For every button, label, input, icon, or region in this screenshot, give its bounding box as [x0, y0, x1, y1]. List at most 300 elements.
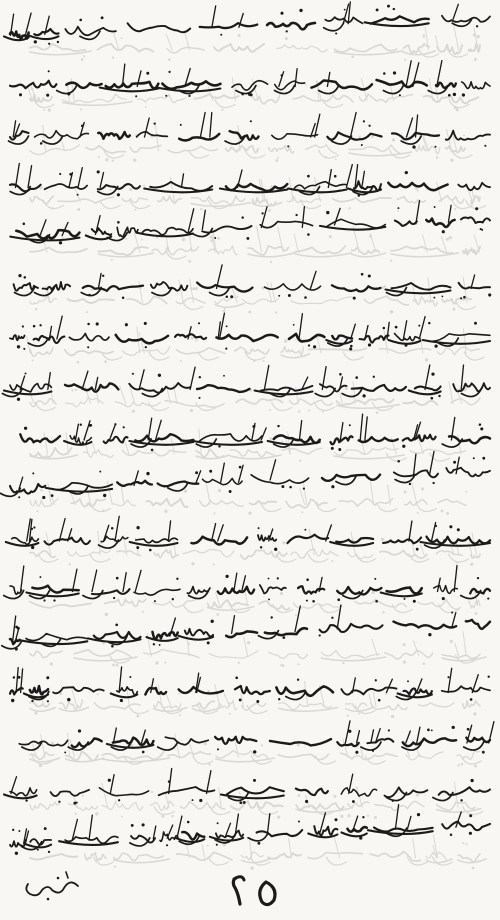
ligature-stroke: [270, 739, 331, 745]
diacritic-dot: [416, 548, 419, 551]
diacritic-dot: [319, 634, 321, 636]
diacritic-dot: [304, 529, 306, 531]
ascender-stroke: [221, 463, 225, 482]
diacritic-dot: [25, 799, 27, 801]
ligature-stroke: [10, 788, 37, 796]
kashida-stroke: [130, 542, 178, 546]
diacritic-dot: [349, 347, 352, 350]
diacritic-dot: [76, 802, 78, 804]
ascender-stroke: [299, 421, 301, 440]
kashida-stroke: [342, 833, 367, 837]
diacritic-dot: [59, 241, 62, 244]
text-line-12: [4, 566, 490, 603]
ligature-stroke: [232, 81, 268, 90]
diacritic-dot: [334, 175, 337, 178]
diacritic-dot: [358, 194, 360, 196]
ligature-stroke: [392, 283, 451, 290]
ligature-stroke: [227, 787, 284, 794]
diacritic-dot: [198, 322, 200, 324]
diacritic-dot: [252, 425, 255, 428]
diacritic-dot: [417, 813, 420, 816]
ascender-stroke: [95, 377, 97, 389]
ascender-stroke: [406, 61, 411, 87]
diacritic-dot: [115, 623, 118, 626]
ascender-stroke: [371, 730, 374, 743]
ligature-stroke: [65, 27, 116, 36]
ascender-stroke: [270, 460, 276, 480]
diacritic-dot: [268, 578, 270, 580]
ligature-stroke: [10, 335, 25, 340]
ligature-stroke: [99, 788, 148, 796]
ligature-stroke: [19, 740, 67, 745]
ligature-stroke: [294, 182, 347, 189]
ascender-stroke: [210, 113, 212, 138]
diacritic-dot: [168, 780, 171, 783]
diacritic-dot: [487, 598, 489, 600]
diacritic-dot: [87, 346, 89, 348]
diacritic-dot: [375, 679, 377, 681]
ascender-stroke: [148, 418, 152, 440]
diacritic-dot: [463, 296, 466, 299]
ascender-stroke: [212, 6, 216, 27]
ascender-stroke: [295, 606, 300, 632]
ligature-stroke: [312, 81, 373, 90]
ascender-stroke: [98, 273, 101, 288]
diacritic-dot: [395, 326, 398, 329]
text-line-2: [10, 61, 490, 98]
diacritic-dot: [281, 485, 284, 488]
diacritic-dot: [40, 142, 43, 145]
diacritic-dot: [176, 578, 178, 580]
diacritic-dot: [15, 852, 18, 855]
ascender-stroke: [362, 171, 365, 187]
ligature-stroke: [92, 228, 112, 235]
diacritic-dot: [472, 867, 475, 870]
diacritic-dot: [431, 730, 433, 732]
diacritic-dot: [387, 5, 390, 8]
ligature-stroke: [65, 383, 118, 391]
diacritic-dot: [154, 122, 156, 124]
diacritic-dot: [187, 821, 190, 824]
ascender-stroke: [115, 516, 119, 541]
diacritic-dot: [116, 577, 119, 580]
diacritic-dot: [355, 751, 358, 754]
diacritic-dot: [337, 598, 340, 601]
diacritic-dot: [149, 549, 152, 552]
ligature-stroke: [289, 334, 324, 342]
ascender-stroke: [295, 69, 297, 87]
diacritic-dot: [412, 145, 415, 148]
ascender-stroke: [327, 72, 329, 86]
ligature-stroke: [260, 585, 286, 593]
ascender-stroke: [429, 452, 434, 476]
ascender-stroke: [234, 573, 237, 591]
bowl-stroke: [41, 638, 61, 646]
diacritic-dot: [451, 612, 453, 614]
diacritic-dot: [73, 802, 76, 805]
diacritic-dot: [131, 824, 134, 827]
diacritic-dot: [362, 816, 364, 818]
diacritic-dot: [469, 814, 472, 817]
ligature-stroke: [337, 742, 358, 746]
ligature-stroke: [53, 687, 104, 693]
bowl-stroke: [68, 486, 88, 494]
diacritic-dot: [268, 598, 270, 600]
diacritic-dot: [326, 211, 329, 214]
diacritic-dot: [405, 344, 408, 347]
diacritic-dot: [80, 424, 82, 426]
ligature-stroke: [113, 738, 153, 746]
ascender-stroke: [19, 477, 23, 489]
ligature-stroke: [296, 789, 328, 795]
diacritic-dot: [488, 293, 491, 296]
ligature-stroke: [106, 82, 159, 88]
diacritic-dot: [432, 482, 434, 484]
ascender-stroke: [360, 414, 362, 440]
diacritic-dot: [18, 830, 20, 832]
ascender-stroke: [89, 815, 92, 840]
ligature-stroke: [449, 436, 490, 443]
diacritic-dot: [260, 546, 262, 548]
diacritic-dot: [123, 426, 125, 428]
diacritic-dot: [368, 125, 370, 127]
diacritic-dot: [120, 699, 123, 702]
ascender-stroke: [299, 314, 302, 339]
diacritic-dot: [142, 823, 145, 826]
ligature-stroke: [374, 828, 433, 832]
diacritic-dot: [363, 120, 365, 122]
diacritic-dot: [307, 175, 310, 178]
diacritic-dot: [199, 376, 201, 378]
diacritic-dot: [373, 376, 375, 378]
diacritic-dot: [388, 729, 390, 731]
ligature-stroke: [187, 587, 210, 594]
kashida-stroke: [255, 391, 313, 395]
ascender-stroke: [168, 521, 170, 541]
ligature-stroke: [226, 631, 257, 637]
ligature-stroke: [274, 435, 320, 443]
ligature-stroke: [341, 788, 376, 796]
diacritic-dot: [24, 276, 27, 279]
diacritic-dot: [399, 94, 401, 96]
ligature-stroke: [403, 738, 456, 746]
ascender-stroke: [151, 679, 154, 693]
catchword: [18, 868, 88, 908]
ligature-stroke: [179, 134, 219, 141]
diacritic-dot: [261, 212, 263, 214]
diacritic-dot: [473, 457, 475, 459]
diacritic-dot: [214, 237, 216, 239]
diacritic-dot: [241, 92, 244, 95]
ligature-stroke: [10, 81, 56, 89]
ligature-stroke: [137, 132, 168, 137]
diacritic-dot: [226, 296, 229, 299]
text-line-8: [2, 365, 490, 401]
diacritic-dot: [442, 597, 445, 600]
diacritic-dot: [81, 124, 84, 127]
diacritic-dot: [349, 424, 351, 426]
ligature-stroke: [267, 23, 315, 29]
diacritic-dot: [457, 528, 460, 531]
ascender-stroke: [419, 317, 425, 339]
ligature-stroke: [461, 217, 490, 223]
diacritic-dot: [368, 343, 371, 346]
ascender-stroke: [20, 376, 24, 390]
diacritic-dot: [97, 170, 100, 173]
diacritic-dot: [405, 171, 408, 174]
diacritic-dot: [312, 600, 315, 603]
diacritic-dot: [257, 842, 260, 845]
diacritic-dot: [144, 322, 147, 325]
ascender-stroke: [454, 566, 457, 592]
diacritic-dot: [13, 676, 15, 678]
ligature-stroke: [371, 16, 429, 23]
text-line-17: [10, 805, 490, 855]
ligature-stroke: [197, 385, 250, 392]
kashida-stroke: [4, 795, 37, 799]
diacritic-dot: [46, 676, 49, 679]
diacritic-dot: [306, 600, 308, 602]
diacritic-dot: [153, 643, 155, 645]
diacritic-dot: [298, 820, 300, 822]
diacritic-dot: [67, 698, 70, 701]
diacritic-dot: [438, 395, 440, 397]
ligature-stroke: [394, 470, 438, 477]
diacritic-dot: [453, 461, 456, 464]
diacritic-dot: [287, 145, 289, 147]
diacritic-dot: [475, 207, 478, 210]
diacritic-dot: [31, 546, 34, 549]
ligature-stroke: [261, 386, 313, 391]
diacritic-dot: [308, 344, 310, 346]
diacritic-dot: [142, 751, 145, 754]
diacritic-dot: [99, 471, 101, 473]
diacritic-dot: [447, 676, 449, 678]
diacritic-dot: [77, 194, 79, 196]
diacritic-dot: [418, 325, 420, 327]
ascender-stroke: [190, 367, 195, 389]
diacritic-dot: [103, 494, 106, 497]
diacritic-dot: [299, 9, 302, 12]
diacritic-dot: [469, 832, 472, 835]
diacritic-dot: [288, 294, 291, 297]
ligature-stroke: [453, 383, 490, 391]
diacritic-dot: [409, 483, 411, 485]
ligature-stroke: [52, 483, 112, 490]
kashida-stroke: [26, 593, 78, 597]
ascender-stroke: [407, 118, 413, 137]
diacritic-dot: [22, 325, 24, 327]
diacritic-dot: [96, 322, 99, 325]
ligature-stroke: [383, 538, 421, 544]
diacritic-dot: [250, 120, 252, 122]
ascender-stroke: [407, 816, 411, 829]
diacritic-dot: [12, 829, 14, 831]
ligature-stroke: [332, 336, 352, 340]
diacritic-dot: [239, 466, 242, 469]
ascender-stroke: [453, 4, 458, 19]
ligature-stroke: [98, 132, 130, 139]
ligature-stroke: [185, 629, 213, 637]
diacritic-dot: [33, 526, 35, 528]
ligature-stroke: [200, 23, 258, 28]
manuscript-text-block: [6, 6, 496, 866]
diacritic-dot: [31, 700, 33, 702]
diacritic-dot: [374, 578, 376, 580]
ligature-stroke: [197, 283, 252, 292]
ascender-stroke: [110, 775, 114, 794]
diacritic-dot: [239, 698, 242, 701]
diacritic-dot: [18, 496, 20, 498]
diacritic-dot: [122, 297, 125, 300]
diacritic-dot: [428, 322, 430, 324]
kashida-stroke: [28, 35, 58, 39]
ascender-stroke: [78, 168, 82, 188]
diacritic-dot: [47, 700, 49, 702]
diacritic-dot: [293, 324, 295, 326]
diacritic-dot: [51, 494, 54, 497]
ascender-stroke: [226, 823, 231, 836]
diacritic-dot: [470, 779, 473, 782]
diacritic-dot: [253, 750, 256, 753]
diacritic-dot: [11, 699, 14, 702]
ligature-stroke: [348, 827, 367, 832]
diacritic-dot: [331, 447, 334, 450]
ascender-stroke: [139, 370, 144, 390]
ligature-stroke: [218, 587, 254, 594]
diacritic-dot: [362, 394, 365, 397]
diacritic-dot: [397, 207, 399, 209]
bowl-stroke: [433, 793, 453, 801]
diacritic-dot: [480, 228, 482, 230]
diacritic-dot: [307, 233, 310, 236]
ascender-stroke: [357, 731, 360, 743]
ascender-stroke: [28, 166, 32, 188]
diacritic-dot: [397, 460, 400, 463]
diacritic-dot: [376, 8, 379, 11]
bowl-stroke: [315, 389, 335, 397]
diacritic-dot: [165, 95, 167, 97]
diacritic-dot: [118, 799, 120, 801]
bowl-stroke: [461, 389, 481, 397]
kashida-stroke: [389, 340, 421, 344]
ligature-stroke: [426, 219, 454, 227]
kashida-stroke: [386, 290, 451, 294]
text-line-3: [9, 113, 491, 149]
bowl-stroke: [383, 86, 403, 94]
diacritic-dot: [361, 273, 364, 276]
diacritic-dot: [15, 648, 18, 651]
ligature-stroke: [215, 737, 256, 744]
text-line-9: [20, 414, 490, 451]
diacritic-dot: [474, 322, 477, 325]
ascender-stroke: [48, 373, 51, 390]
diacritic-dot: [364, 193, 366, 195]
diacritic-dot: [48, 851, 50, 853]
kashida-stroke: [46, 488, 112, 492]
ligature-stroke: [83, 286, 143, 291]
diacritic-dot: [225, 348, 227, 350]
diacritic-dot: [217, 822, 219, 824]
diacritic-dot: [256, 700, 259, 703]
diacritic-dot: [431, 372, 434, 375]
ligature-stroke: [182, 832, 204, 839]
ligature-stroke: [436, 83, 456, 88]
bowl-stroke: [319, 86, 339, 94]
diacritic-dot: [79, 19, 82, 22]
diacritic-dot: [146, 472, 149, 475]
diacritic-dot: [249, 93, 252, 96]
ligature-stroke: [427, 537, 491, 544]
diacritic-dot: [338, 448, 341, 451]
diacritic-dot: [125, 323, 128, 326]
diacritic-dot: [59, 173, 61, 175]
diacritic-dot: [135, 95, 137, 97]
ascender-stroke: [40, 220, 46, 236]
diacritic-dot: [69, 173, 72, 176]
diacritic-dot: [53, 599, 55, 601]
ascender-stroke: [267, 814, 269, 834]
diacritic-dot: [48, 70, 50, 72]
ligature-stroke: [352, 385, 406, 391]
diacritic-dot: [278, 698, 280, 700]
diacritic-dot: [64, 751, 66, 753]
diacritic-dot: [430, 397, 433, 400]
ligature-stroke: [128, 23, 191, 32]
diacritic-dot: [223, 375, 225, 377]
text-line-7: [10, 313, 490, 350]
diacritic-dot: [271, 616, 273, 618]
diacritic-dot: [383, 327, 386, 330]
ascender-stroke: [218, 525, 224, 541]
diacritic-dot: [23, 223, 26, 226]
ligature-stroke: [235, 686, 270, 694]
ligature-stroke: [51, 790, 90, 796]
ligature-stroke: [145, 688, 166, 695]
diacritic-dot: [277, 577, 279, 579]
diacritic-dot: [331, 485, 334, 488]
diacritic-dot: [241, 216, 243, 218]
ligature-stroke: [165, 737, 208, 745]
ligature-stroke: [10, 384, 51, 392]
diacritic-dot: [277, 425, 279, 427]
ligature-stroke: [466, 738, 490, 742]
ligature-stroke: [136, 538, 178, 543]
ascender-stroke: [59, 519, 65, 542]
diacritic-dot: [67, 92, 70, 95]
diacritic-dot: [211, 620, 214, 623]
ligature-stroke: [332, 285, 381, 291]
diacritic-dot: [375, 600, 378, 603]
ligature-stroke: [288, 535, 329, 543]
diacritic-dot: [230, 295, 233, 298]
ligature-stroke: [217, 335, 278, 341]
diacritic-dot: [132, 373, 134, 375]
ascender-stroke: [351, 324, 356, 339]
diacritic-dot: [90, 424, 92, 426]
diacritic-dot: [31, 528, 33, 530]
diacritic-dot: [136, 546, 139, 549]
ascender-stroke: [261, 207, 267, 228]
ascender-stroke: [448, 205, 451, 222]
diacritic-dot: [282, 636, 285, 639]
diacritic-dot: [479, 423, 482, 426]
ascender-stroke: [302, 207, 304, 228]
text-line-15: [19, 721, 494, 754]
diacritic-dot: [48, 43, 50, 45]
ligature-stroke: [429, 334, 490, 342]
ascender-stroke: [188, 327, 191, 339]
